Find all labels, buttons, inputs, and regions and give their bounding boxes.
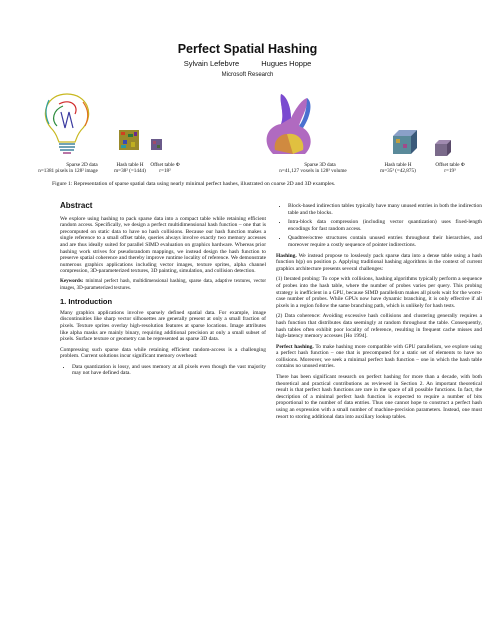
hashing-paragraph [276,253,482,273]
list-item: • Data quantization is lossy, and uses memory at all pixels even though the vast majority may not have defined data. [72,364,266,377]
abstract-body: We explore using hashing to pack sparse data into a compact table while retaining efficient random access. Specifically, we design a perfect multidimensional hash function – one that is precomputed on static data to have no hash collisions. Because our hash function makes a single reference to a small offset table, queries always involve exactly two memory accesses and are thus ideally suited for parallel SIMD evaluation on graphics hardware. Whereas prior hashing work strives for pseudorandom mappings, we instead design the hash function to preserve spatial coherence and thereby improve runtime locality of reference. We demonstrate numerous graphics applications including vector images, texture sprites, alpha channel compression, 3D-parameterized textures, 3D painting, simulation, and collision detection. [60,215,266,275]
left-column [60,203,266,381]
perfect-hashing-label: Perfect hashing. [276,343,314,350]
affiliation: Microsoft Research [221,72,274,78]
overhead-list-cont [276,203,482,249]
caption-hash-2d: Hash table H m=38² (=1444) [114,162,146,174]
keywords-label: Keywords: [60,278,84,284]
last-paragraph: There has been significant research on perfect hashing for more than a decade, with both theoretical and practical contributions as reviewed in Section 2. An important theoretical result is that perfect hash functions are rare in the space of all possible functions. In fact, the description of a minimal perfect hash function is expected to require a number of bits proportional to the number of data entries. Thus one cannot hope to construct a perfect hash using an expression with a small number of machine-precision parameters. Instead, one must resort to storing additional data into auxiliary lookup tables. [276,374,482,420]
paper-title: Perfect Spatial Hashing [177,42,318,56]
caption-sparse-3d: Sparse 3D data [304,162,336,168]
intro-paragraph-1: Many graphics applications involve sparsely defined spatial data. For example, image discontinuities like sharp vector silhouettes are generally present at only a small fraction of pixels. Texture sprites overlay high-resolution features at sparse locations. Image attributes like alpha masks are mainly binary, requiring additional precision at only a small subset of pixels. Surface texture or geometry can be represented as sparse 3D data. [60,309,266,343]
abstract-heading: Abstract [60,201,93,210]
list-item: • Block-based indirection tables typically have many unused entries in both the indirection table and the blocks. [288,203,482,216]
caption-offset-2d: Offset table Φ r=18² [150,162,180,174]
hashing-label: Hashing. [276,252,297,259]
perfect-hashing-paragraph [276,344,482,370]
offset-table-2d [151,139,162,150]
figure-1-graphics [35,84,475,160]
lightbulb-image [45,94,88,153]
intro-heading: 1. Introduction [60,297,113,307]
list-item: • Quadtree/octree structures contain unused entries throughout their hierarchies, and moreover require a costly sequence of pointer indirections. [288,235,482,248]
challenge-2: (2) Data coherence: Avoiding excessive hash collisions and clustering generally requires a hash function that distributes data seemingly at random throughout the table. Consequently, hash tables often exhibit poor locality of reference, resulting in frequent cache misses and high-latency memory accesses [Ho 1994]. [276,313,482,340]
author-1: Sylvain Lefebvre [183,59,240,68]
author-list [0,59,495,68]
challenge-1: (1) Iterated probing: To cope with collisions, hashing algorithms typically perform a sequence of probes into the hash table, where the number of probes varies per query. This probing strategy is inefficient in a GPU, because SIMD parallelism makes all pixels wait for the worst-case number of probes. While GPUs now have dynamic branching, it is only effective if all pixels in a region follow the same branching path, which is unlikely for hash tests. [276,276,482,309]
caption-sparse-2d-count: n=1381 pixels in 128² image [38,168,98,174]
hashing-text: We instead propose to losslessly pack sparse data into a dense table using a hash function h(p) on position p. Applying traditional hashing algorithms in the context of current graphics architecture presents several challenges: [276,252,482,272]
hash-table-3d [393,130,417,154]
right-column [276,203,482,424]
keywords-text: minimal perfect hash, multidimensional hashing, sparse data, adaptive textures, vector images, 3D-parameterized textures. [60,278,267,291]
author-2: Hugues Hoppe [261,59,312,68]
caption-sparse-2d: Sparse 2D data [66,162,98,168]
intro-paragraph-2: Compressing such sparse data while retaining efficient random-access is a challenging problem. Current solutions incur significant memory overhead: [60,346,266,360]
perfect-hashing-text: To make hashing more compatible with GPU parallelism, we explore using a perfect hash function – one that is precomputed for a static set of elements to have no collisions. Moreover, we seek a minimal perfect hash function – one in which the hash table contains no unused entries. [276,343,483,370]
sparse-3d-shape [267,94,311,154]
keywords [60,279,266,292]
figure-1 [35,84,475,160]
caption-hash-3d: Hash table H m=35³ (=42,875) [380,162,416,174]
caption-offset-3d: Offset table Φ r=19³ [435,162,465,174]
overhead-list [60,364,266,377]
caption-sparse-3d-count: n=41,127 voxels in 128³ volume [279,168,347,174]
figure-caption: Figure 1: Representation of sparse spatial data using nearly minimal perfect hashes, illustrated on coarse 2D and 3D examples. [52,181,336,187]
offset-table-3d [435,140,451,156]
list-item: • Intra-block data compression (including vector quantization) uses fixed-length encodings for fast random access. [288,219,482,232]
